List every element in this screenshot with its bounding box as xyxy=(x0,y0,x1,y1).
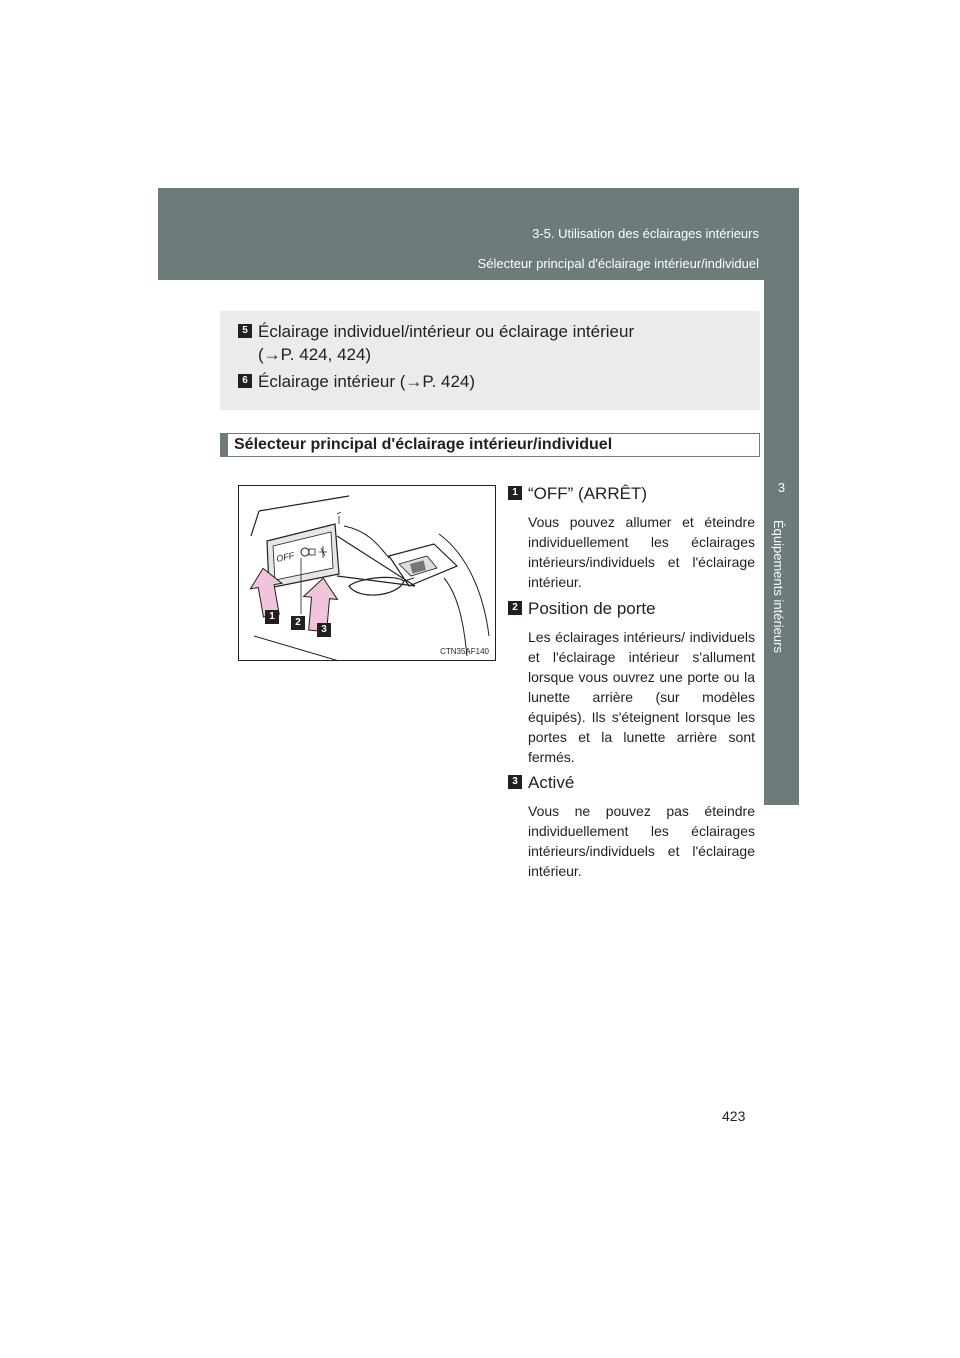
info-item-6 xyxy=(238,371,475,393)
figure-callout-1: 1 xyxy=(265,610,279,624)
switch-off-label: OFF xyxy=(275,550,296,564)
info-item-5 xyxy=(238,321,634,343)
header-section-title: 3-5. Utilisation des éclairages intérieurs xyxy=(532,226,759,241)
item-1-title-text: “OFF” (ARRÊT) xyxy=(528,484,647,503)
item-2-title xyxy=(508,598,656,620)
header-band xyxy=(158,188,799,280)
info-item-5-ref: (→P. 424, 424) xyxy=(258,345,372,364)
item-2-title-text: Position de porte xyxy=(528,599,656,618)
marker-6-icon: 6 xyxy=(238,374,252,388)
page-number: 423 xyxy=(722,1108,746,1124)
info-item-6-line1: Éclairage intérieur (→P. 424) xyxy=(258,372,476,391)
header-subtitle: Sélecteur principal d'éclairage intérieur/individuel xyxy=(477,256,759,271)
item-3-title xyxy=(508,772,574,794)
item-1-title xyxy=(508,483,647,505)
marker-3-icon: 3 xyxy=(508,775,522,789)
figure-callout-2: 2 xyxy=(291,616,305,630)
item-3-body: Vous ne pouvez pas éteindre individuellement les éclairages intérieurs/individuels et l'éclairage intérieur. xyxy=(528,803,755,879)
info-item-5-line1: Éclairage individuel/intérieur ou éclairage intérieur xyxy=(258,322,635,341)
section-heading-bar xyxy=(221,434,228,456)
illustration xyxy=(238,485,496,661)
item-2-body: Les éclairages intérieurs/ individuels et l'éclairage intérieur s'allument lorsque vous ouvrez une porte ou la lunette arrière (sur modèles équipés). Ils s'éteignent lorsque les portes et la lunette arrière sont fermés. xyxy=(528,629,755,765)
figure-code: CTN35AF140 xyxy=(440,647,489,656)
marker-2-icon: 2 xyxy=(508,601,522,615)
section-heading xyxy=(220,433,760,457)
overhead-console-illustration xyxy=(239,486,495,660)
marker-5-icon: 5 xyxy=(238,324,252,338)
chapter-tab xyxy=(764,280,799,805)
chapter-label: Équipements intérieurs xyxy=(771,520,786,653)
chapter-number: 3 xyxy=(777,480,786,495)
section-heading-text: Sélecteur principal d'éclairage intérieur/individuel xyxy=(234,436,613,453)
figure-callout-3: 3 xyxy=(317,623,331,637)
item-1-body: Vous pouvez allumer et éteindre individuellement les éclairages intérieurs/individuels et l'éclairage intérieur. xyxy=(528,514,755,590)
info-box xyxy=(220,311,760,410)
item-3-title-text: Activé xyxy=(528,773,575,792)
marker-1-icon: 1 xyxy=(508,486,522,500)
